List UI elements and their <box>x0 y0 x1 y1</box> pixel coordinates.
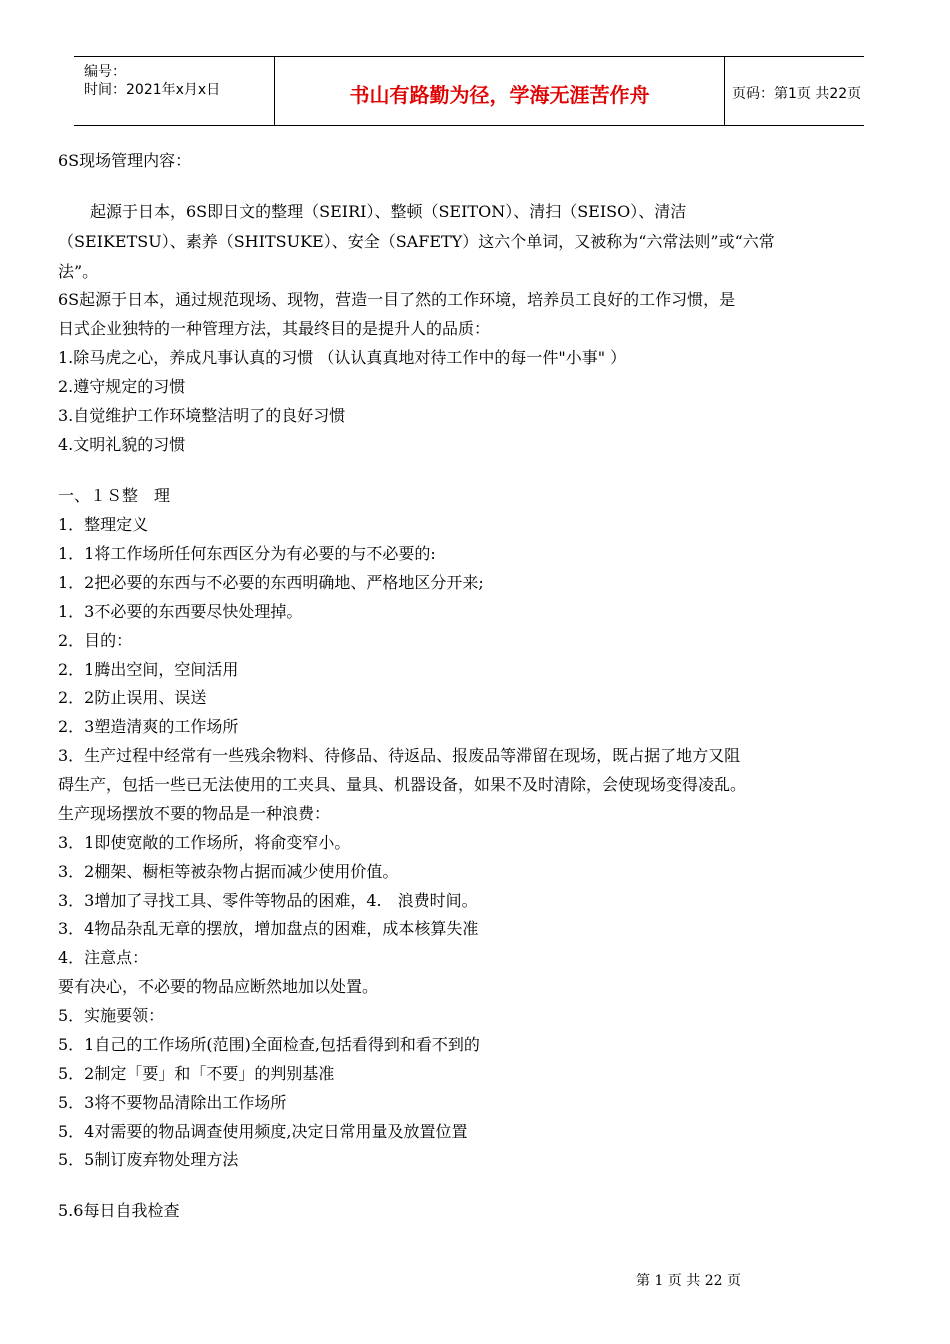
body-line: 5.6每日自我检查 <box>58 1201 180 1220</box>
header-motto-cell <box>274 57 725 125</box>
body-line: 1．整理定义 <box>58 515 149 534</box>
document-header <box>74 56 864 126</box>
body-line: 起源于日本，6S即日文的整理（SEIRI）、整顿（SEITON）、清扫（SEISO）、清洁 <box>58 202 687 221</box>
body-line: 6S现场管理内容： <box>58 151 192 170</box>
body-line: 1．1将工作场所任何东西区分为有必要的与不必要的: <box>58 544 436 563</box>
body-line: 5．2制定「要」和「不要」的判别基准 <box>58 1064 335 1083</box>
body-line: 5．3将不要物品清除出工作场所 <box>58 1093 287 1112</box>
body-line: 2．3塑造清爽的工作场所 <box>58 717 239 736</box>
body-line: 生产现场摆放不要的物品是一种浪费： <box>58 804 331 823</box>
section-heading: 一、１Ｓ整 理 <box>58 486 171 505</box>
body-line: 4．注意点： <box>58 948 149 967</box>
body-line: 1．3不必要的东西要尽快处理掉。 <box>58 602 303 621</box>
body-line: 3．1即使宽敞的工作场所，将俞变窄小。 <box>58 833 351 852</box>
time-label: 时间：2021年x月x日 <box>84 82 221 98</box>
motto-text: 书山有路勤为径，学海无涯苦作舟 <box>349 83 650 107</box>
body-line: 5．实施要领： <box>58 1006 165 1025</box>
body-line: （SEIKETSU）、素养（SHITSUKE）、安全（SAFETY）这六个单词，又被称为“六常法则”或“六常 <box>58 232 775 251</box>
body-line: 要有决心，不必要的物品应断然地加以处置。 <box>58 977 379 996</box>
body-line: 1.除马虎之心，养成凡事认真的习惯 （认认真真地对待工作中的每一件"小事" ） <box>58 348 627 367</box>
body-line: 日式企业独特的一种管理方法，其最终目的是提升人的品质： <box>58 319 491 338</box>
body-line: 4.文明礼貌的习惯 <box>58 435 186 454</box>
body-line: 碍生产，包括一些已无法使用的工夹具、量具、机器设备，如果不及时清除，会使现场变得凌乱。 <box>58 775 747 794</box>
body-line: 5．1自己的工作场所(范围)全面检查,包括看得到和看不到的 <box>58 1035 480 1054</box>
body-line: 5．4对需要的物品调查使用频度,决定日常用量及放置位置 <box>58 1122 468 1141</box>
body-line: 法”。 <box>58 262 99 281</box>
body-line: 2．目的： <box>58 631 133 650</box>
body-line: 3．4物品杂乱无章的摆放，增加盘点的困难，成本核算失准 <box>58 919 479 938</box>
body-line: 3.自觉维护工作环境整洁明了的良好习惯 <box>58 406 346 425</box>
body-line: 5．5制订废弃物处理方法 <box>58 1150 239 1169</box>
body-line: 2．2防止误用、误送 <box>58 688 207 707</box>
body-line: 6S起源于日本，通过规范现场、现物，营造一目了然的工作环境，培养员工良好的工作习惯，是 <box>58 290 736 309</box>
body-line: 1．2把必要的东西与不必要的东西明确地、严格地区分开来; <box>58 573 484 592</box>
header-left-cell <box>74 57 274 125</box>
page-code: 页码：第1页 共22页 <box>732 86 862 102</box>
body-line: 3．2棚架、橱柜等被杂物占据而减少使用价值。 <box>58 862 399 881</box>
header-right-cell <box>724 57 864 125</box>
body-line: 2.遵守规定的习惯 <box>58 377 186 396</box>
body-line: 2．1腾出空间，空间活用 <box>58 660 239 679</box>
body-line: 3．3增加了寻找工具、零件等物品的困难，4. 浪费时间。 <box>58 891 478 910</box>
number-label: 编号： <box>84 64 126 80</box>
page-footer: 第 1 页 共 22 页 <box>636 1273 741 1289</box>
body-line: 3．生产过程中经常有一些残余物料、待修品、待返品、报废品等滞留在现场，既占据了地方又阻 <box>58 746 741 765</box>
